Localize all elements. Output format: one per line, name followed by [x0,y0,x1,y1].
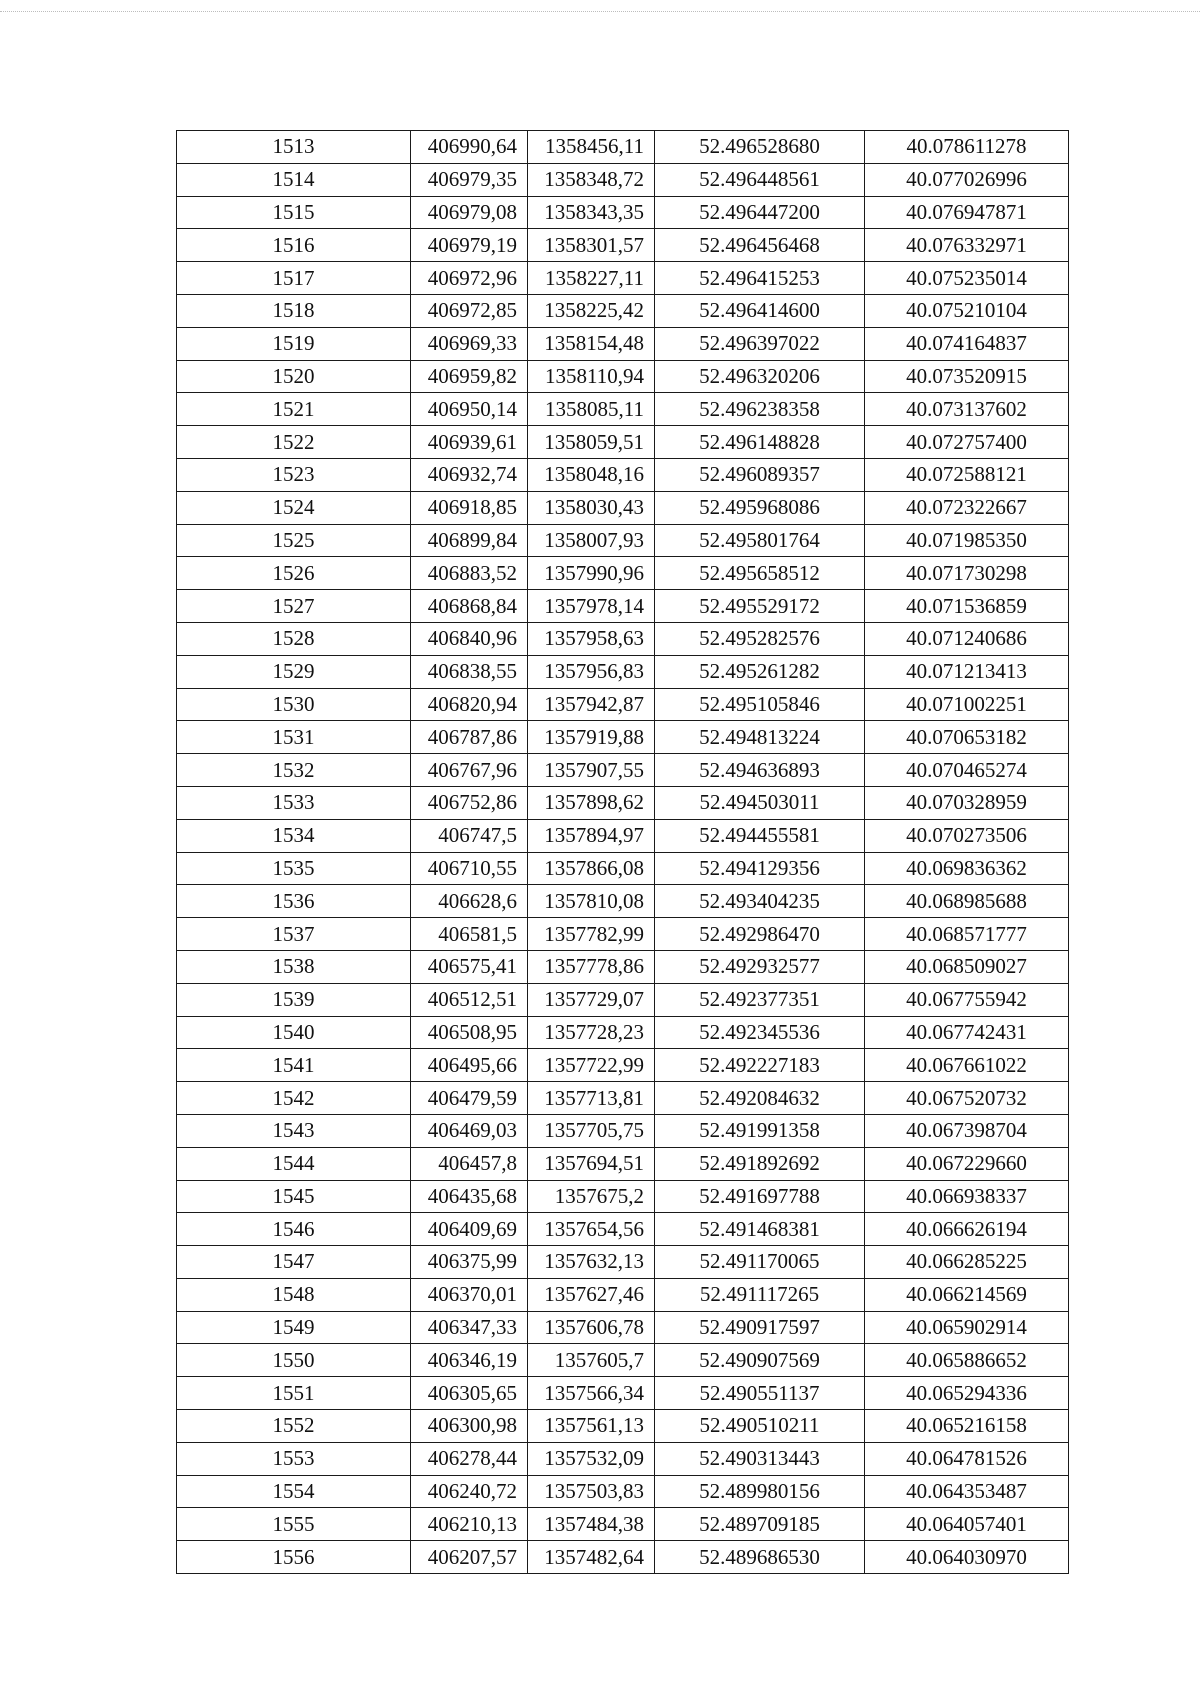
y-coordinate-cell: 1358030,43 [528,491,655,524]
point-number-cell: 1528 [177,622,411,655]
y-coordinate-cell: 1358301,57 [528,229,655,262]
table-row [177,458,1069,491]
table-row [177,885,1069,918]
table-row [177,1508,1069,1541]
longitude-cell: 40.066214569 [865,1278,1069,1311]
longitude-cell: 40.078611278 [865,131,1069,164]
latitude-cell: 52.492932577 [655,950,865,983]
latitude-cell: 52.496414600 [655,294,865,327]
table-row [177,1082,1069,1115]
point-number-cell: 1529 [177,655,411,688]
y-coordinate-cell: 1358343,35 [528,196,655,229]
x-coordinate-cell: 406210,13 [411,1508,528,1541]
latitude-cell: 52.495658512 [655,557,865,590]
table-row [177,1442,1069,1475]
longitude-cell: 40.064781526 [865,1442,1069,1475]
table-row [177,196,1069,229]
y-coordinate-cell: 1357694,51 [528,1147,655,1180]
table-row [177,1147,1069,1180]
x-coordinate-cell: 406278,44 [411,1442,528,1475]
longitude-cell: 40.067229660 [865,1147,1069,1180]
point-number-cell: 1539 [177,983,411,1016]
coordinates-table [176,130,1069,1574]
x-coordinate-cell: 406883,52 [411,557,528,590]
x-coordinate-cell: 406972,85 [411,294,528,327]
y-coordinate-cell: 1357627,46 [528,1278,655,1311]
table-row [177,1114,1069,1147]
point-number-cell: 1540 [177,1016,411,1049]
point-number-cell: 1554 [177,1475,411,1508]
y-coordinate-cell: 1357561,13 [528,1410,655,1443]
table-row [177,721,1069,754]
y-coordinate-cell: 1357503,83 [528,1475,655,1508]
point-number-cell: 1530 [177,688,411,721]
y-coordinate-cell: 1357675,2 [528,1180,655,1213]
y-coordinate-cell: 1357919,88 [528,721,655,754]
point-number-cell: 1533 [177,786,411,819]
table-row [177,1344,1069,1377]
table-row [177,983,1069,1016]
y-coordinate-cell: 1358059,51 [528,426,655,459]
latitude-cell: 52.490551137 [655,1377,865,1410]
longitude-cell: 40.076947871 [865,196,1069,229]
table-row [177,1049,1069,1082]
longitude-cell: 40.069836362 [865,852,1069,885]
latitude-cell: 52.496448561 [655,163,865,196]
longitude-cell: 40.064353487 [865,1475,1069,1508]
x-coordinate-cell: 406435,68 [411,1180,528,1213]
table-row [177,1213,1069,1246]
point-number-cell: 1536 [177,885,411,918]
x-coordinate-cell: 406950,14 [411,393,528,426]
x-coordinate-cell: 406932,74 [411,458,528,491]
longitude-cell: 40.071536859 [865,590,1069,623]
x-coordinate-cell: 406409,69 [411,1213,528,1246]
latitude-cell: 52.492227183 [655,1049,865,1082]
x-coordinate-cell: 406479,59 [411,1082,528,1115]
point-number-cell: 1516 [177,229,411,262]
longitude-cell: 40.068985688 [865,885,1069,918]
latitude-cell: 52.496238358 [655,393,865,426]
latitude-cell: 52.491892692 [655,1147,865,1180]
y-coordinate-cell: 1357782,99 [528,918,655,951]
table-row [177,1278,1069,1311]
latitude-cell: 52.491170065 [655,1246,865,1279]
x-coordinate-cell: 406840,96 [411,622,528,655]
y-coordinate-cell: 1358456,11 [528,131,655,164]
longitude-cell: 40.070273506 [865,819,1069,852]
longitude-cell: 40.073137602 [865,393,1069,426]
point-number-cell: 1518 [177,294,411,327]
latitude-cell: 52.495529172 [655,590,865,623]
table-row [177,1475,1069,1508]
longitude-cell: 40.064030970 [865,1541,1069,1574]
latitude-cell: 52.494636893 [655,754,865,787]
y-coordinate-cell: 1357942,87 [528,688,655,721]
latitude-cell: 52.490917597 [655,1311,865,1344]
table-row [177,524,1069,557]
table-row [177,950,1069,983]
x-coordinate-cell: 406752,86 [411,786,528,819]
longitude-cell: 40.066626194 [865,1213,1069,1246]
x-coordinate-cell: 406820,94 [411,688,528,721]
longitude-cell: 40.072588121 [865,458,1069,491]
longitude-cell: 40.066285225 [865,1246,1069,1279]
table-row [177,1311,1069,1344]
y-coordinate-cell: 1358048,16 [528,458,655,491]
point-number-cell: 1537 [177,918,411,951]
x-coordinate-cell: 406512,51 [411,983,528,1016]
point-number-cell: 1520 [177,360,411,393]
point-number-cell: 1542 [177,1082,411,1115]
latitude-cell: 52.494503011 [655,786,865,819]
latitude-cell: 52.492986470 [655,918,865,951]
x-coordinate-cell: 406972,96 [411,262,528,295]
latitude-cell: 52.491697788 [655,1180,865,1213]
x-coordinate-cell: 406346,19 [411,1344,528,1377]
longitude-cell: 40.065902914 [865,1311,1069,1344]
y-coordinate-cell: 1357978,14 [528,590,655,623]
latitude-cell: 52.494129356 [655,852,865,885]
table-row [177,327,1069,360]
longitude-cell: 40.074164837 [865,327,1069,360]
latitude-cell: 52.490313443 [655,1442,865,1475]
latitude-cell: 52.496447200 [655,196,865,229]
table-row [177,1016,1069,1049]
point-number-cell: 1527 [177,590,411,623]
scan-edge-line [0,11,1200,12]
y-coordinate-cell: 1357654,56 [528,1213,655,1246]
table-row [177,1246,1069,1279]
longitude-cell: 40.071240686 [865,622,1069,655]
point-number-cell: 1532 [177,754,411,787]
y-coordinate-cell: 1357810,08 [528,885,655,918]
point-number-cell: 1548 [177,1278,411,1311]
longitude-cell: 40.072322667 [865,491,1069,524]
y-coordinate-cell: 1357990,96 [528,557,655,590]
latitude-cell: 52.496148828 [655,426,865,459]
latitude-cell: 52.495282576 [655,622,865,655]
y-coordinate-cell: 1357532,09 [528,1442,655,1475]
point-number-cell: 1535 [177,852,411,885]
longitude-cell: 40.073520915 [865,360,1069,393]
x-coordinate-cell: 406838,55 [411,655,528,688]
y-coordinate-cell: 1357713,81 [528,1082,655,1115]
longitude-cell: 40.071002251 [865,688,1069,721]
longitude-cell: 40.065886652 [865,1344,1069,1377]
x-coordinate-cell: 406979,08 [411,196,528,229]
table-row [177,1377,1069,1410]
longitude-cell: 40.070328959 [865,786,1069,819]
y-coordinate-cell: 1358085,11 [528,393,655,426]
point-number-cell: 1556 [177,1541,411,1574]
y-coordinate-cell: 1358348,72 [528,163,655,196]
latitude-cell: 52.495968086 [655,491,865,524]
point-number-cell: 1551 [177,1377,411,1410]
x-coordinate-cell: 406347,33 [411,1311,528,1344]
y-coordinate-cell: 1357606,78 [528,1311,655,1344]
point-number-cell: 1538 [177,950,411,983]
longitude-cell: 40.067520732 [865,1082,1069,1115]
table-row [177,655,1069,688]
point-number-cell: 1549 [177,1311,411,1344]
x-coordinate-cell: 406581,5 [411,918,528,951]
table-row [177,1541,1069,1574]
longitude-cell: 40.067398704 [865,1114,1069,1147]
x-coordinate-cell: 406457,8 [411,1147,528,1180]
point-number-cell: 1545 [177,1180,411,1213]
x-coordinate-cell: 406747,5 [411,819,528,852]
x-coordinate-cell: 406300,98 [411,1410,528,1443]
point-number-cell: 1544 [177,1147,411,1180]
latitude-cell: 52.490907569 [655,1344,865,1377]
y-coordinate-cell: 1357958,63 [528,622,655,655]
point-number-cell: 1522 [177,426,411,459]
longitude-cell: 40.065294336 [865,1377,1069,1410]
longitude-cell: 40.071213413 [865,655,1069,688]
table-row [177,590,1069,623]
point-number-cell: 1523 [177,458,411,491]
table-row [177,294,1069,327]
point-number-cell: 1555 [177,1508,411,1541]
point-number-cell: 1550 [177,1344,411,1377]
point-number-cell: 1526 [177,557,411,590]
table-row [177,622,1069,655]
x-coordinate-cell: 406240,72 [411,1475,528,1508]
y-coordinate-cell: 1357778,86 [528,950,655,983]
table-row [177,754,1069,787]
point-number-cell: 1541 [177,1049,411,1082]
y-coordinate-cell: 1357632,13 [528,1246,655,1279]
x-coordinate-cell: 406959,82 [411,360,528,393]
point-number-cell: 1517 [177,262,411,295]
latitude-cell: 52.491117265 [655,1278,865,1311]
x-coordinate-cell: 406370,01 [411,1278,528,1311]
table-row [177,131,1069,164]
x-coordinate-cell: 406628,6 [411,885,528,918]
y-coordinate-cell: 1358007,93 [528,524,655,557]
point-number-cell: 1514 [177,163,411,196]
y-coordinate-cell: 1357898,62 [528,786,655,819]
x-coordinate-cell: 406575,41 [411,950,528,983]
y-coordinate-cell: 1357907,55 [528,754,655,787]
x-coordinate-cell: 406495,66 [411,1049,528,1082]
point-number-cell: 1546 [177,1213,411,1246]
table-row [177,360,1069,393]
latitude-cell: 52.495261282 [655,655,865,688]
point-number-cell: 1521 [177,393,411,426]
latitude-cell: 52.492084632 [655,1082,865,1115]
latitude-cell: 52.494455581 [655,819,865,852]
table-row [177,229,1069,262]
y-coordinate-cell: 1357728,23 [528,1016,655,1049]
longitude-cell: 40.075210104 [865,294,1069,327]
x-coordinate-cell: 406979,35 [411,163,528,196]
table-row [177,852,1069,885]
y-coordinate-cell: 1358227,11 [528,262,655,295]
y-coordinate-cell: 1358225,42 [528,294,655,327]
table-row [177,491,1069,524]
latitude-cell: 52.492377351 [655,983,865,1016]
latitude-cell: 52.496320206 [655,360,865,393]
point-number-cell: 1547 [177,1246,411,1279]
x-coordinate-cell: 406899,84 [411,524,528,557]
longitude-cell: 40.071730298 [865,557,1069,590]
longitude-cell: 40.072757400 [865,426,1069,459]
x-coordinate-cell: 406939,61 [411,426,528,459]
y-coordinate-cell: 1357729,07 [528,983,655,1016]
y-coordinate-cell: 1357566,34 [528,1377,655,1410]
x-coordinate-cell: 406305,65 [411,1377,528,1410]
table-row [177,819,1069,852]
latitude-cell: 52.496528680 [655,131,865,164]
table-row [177,262,1069,295]
latitude-cell: 52.496397022 [655,327,865,360]
longitude-cell: 40.068571777 [865,918,1069,951]
latitude-cell: 52.489980156 [655,1475,865,1508]
point-number-cell: 1534 [177,819,411,852]
latitude-cell: 52.490510211 [655,1410,865,1443]
point-number-cell: 1515 [177,196,411,229]
longitude-cell: 40.077026996 [865,163,1069,196]
latitude-cell: 52.495105846 [655,688,865,721]
table-row [177,557,1069,590]
table-row [177,918,1069,951]
x-coordinate-cell: 406979,19 [411,229,528,262]
latitude-cell: 52.492345536 [655,1016,865,1049]
table-row [177,163,1069,196]
y-coordinate-cell: 1358154,48 [528,327,655,360]
x-coordinate-cell: 406787,86 [411,721,528,754]
y-coordinate-cell: 1357722,99 [528,1049,655,1082]
table-row [177,688,1069,721]
x-coordinate-cell: 406469,03 [411,1114,528,1147]
point-number-cell: 1531 [177,721,411,754]
point-number-cell: 1519 [177,327,411,360]
point-number-cell: 1543 [177,1114,411,1147]
longitude-cell: 40.065216158 [865,1410,1069,1443]
x-coordinate-cell: 406918,85 [411,491,528,524]
x-coordinate-cell: 406868,84 [411,590,528,623]
latitude-cell: 52.491468381 [655,1213,865,1246]
x-coordinate-cell: 406207,57 [411,1541,528,1574]
y-coordinate-cell: 1357956,83 [528,655,655,688]
y-coordinate-cell: 1357866,08 [528,852,655,885]
longitude-cell: 40.066938337 [865,1180,1069,1213]
y-coordinate-cell: 1357482,64 [528,1541,655,1574]
latitude-cell: 52.493404235 [655,885,865,918]
point-number-cell: 1513 [177,131,411,164]
x-coordinate-cell: 406969,33 [411,327,528,360]
latitude-cell: 52.496415253 [655,262,865,295]
longitude-cell: 40.076332971 [865,229,1069,262]
x-coordinate-cell: 406375,99 [411,1246,528,1279]
table-row [177,393,1069,426]
y-coordinate-cell: 1358110,94 [528,360,655,393]
table-row [177,1410,1069,1443]
longitude-cell: 40.067755942 [865,983,1069,1016]
y-coordinate-cell: 1357894,97 [528,819,655,852]
table-row [177,1180,1069,1213]
x-coordinate-cell: 406767,96 [411,754,528,787]
point-number-cell: 1552 [177,1410,411,1443]
latitude-cell: 52.495801764 [655,524,865,557]
longitude-cell: 40.071985350 [865,524,1069,557]
x-coordinate-cell: 406508,95 [411,1016,528,1049]
longitude-cell: 40.070465274 [865,754,1069,787]
latitude-cell: 52.496089357 [655,458,865,491]
latitude-cell: 52.491991358 [655,1114,865,1147]
longitude-cell: 40.064057401 [865,1508,1069,1541]
longitude-cell: 40.075235014 [865,262,1069,295]
x-coordinate-cell: 406990,64 [411,131,528,164]
point-number-cell: 1553 [177,1442,411,1475]
y-coordinate-cell: 1357705,75 [528,1114,655,1147]
longitude-cell: 40.068509027 [865,950,1069,983]
y-coordinate-cell: 1357484,38 [528,1508,655,1541]
x-coordinate-cell: 406710,55 [411,852,528,885]
y-coordinate-cell: 1357605,7 [528,1344,655,1377]
latitude-cell: 52.489686530 [655,1541,865,1574]
latitude-cell: 52.496456468 [655,229,865,262]
point-number-cell: 1524 [177,491,411,524]
longitude-cell: 40.070653182 [865,721,1069,754]
latitude-cell: 52.494813224 [655,721,865,754]
longitude-cell: 40.067742431 [865,1016,1069,1049]
point-number-cell: 1525 [177,524,411,557]
latitude-cell: 52.489709185 [655,1508,865,1541]
longitude-cell: 40.067661022 [865,1049,1069,1082]
table-row [177,786,1069,819]
coordinates-table-body [177,131,1069,1574]
table-row [177,426,1069,459]
